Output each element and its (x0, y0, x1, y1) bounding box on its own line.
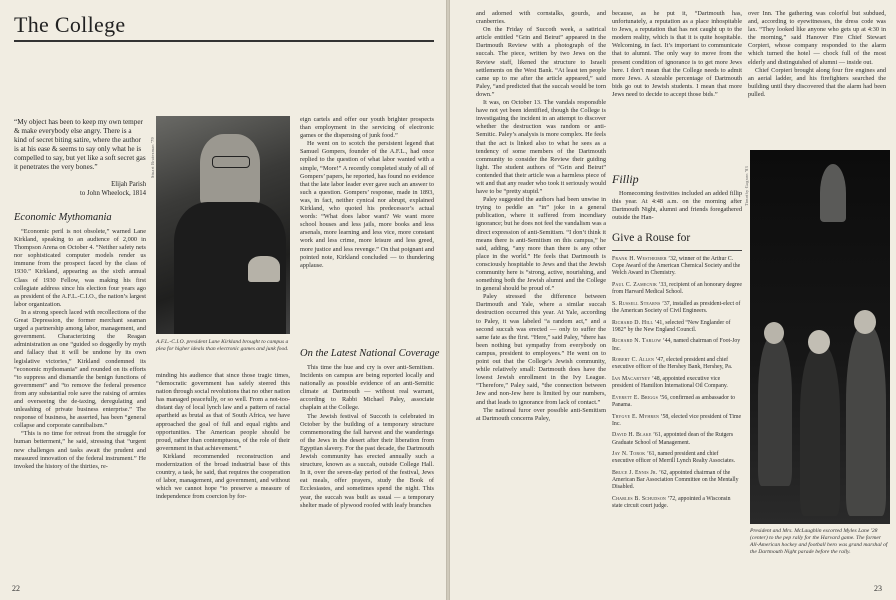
paragraph: Chief Corpieri brought along four fire engines and an aerial ladder, and his firefighters searched the building until they discovered that the alarm had been pulled. (748, 66, 886, 98)
right-page (450, 0, 896, 600)
epigraph-author: Elijah Parish (111, 181, 146, 188)
paragraph: The Jewish festival of Succoth is celebrated in October by the building of a temporary structure commemorating the fall harvest and the wanderings of the Jews in the desert after their liberation from Egyptian slavery. For the past decade, the Dartmouth Jewish community has erected annually such a structure, known as a succah, outside College Hall. In it, over the seven-day period of the festival, Jews eat meals, offer prayers, study the Book of Ecclesiastes, and sometimes spend the night. This year, the succah was built as usual — a temporary shelter made of plywood roofed with leafy branches (300, 412, 434, 509)
honoree-name: Trygve E. Myhren (612, 413, 660, 420)
epigraph-quote: “My object has been to keep my own temper & make everybody else angry. There is a kind of secret biting satire, where the author is at his ease & seems to say only what he is compelled to say, but yet like a soft secret gas it penetrates the very bones.” (14, 118, 146, 171)
honors-list (612, 256, 742, 596)
glasses-shape (212, 156, 250, 168)
kirkland-photo-caption: A.F.L.-C.I.O. president Lane Kirkland brought to campus a plea for higher ideals than electronic games and junk food. (156, 339, 289, 352)
honoree-detail: ’61, appointed dean of the Rutgers Graduate School of Management. (612, 432, 734, 446)
left-column-3-bottom (300, 364, 434, 590)
honoree-detail: ’37, installed as president-elect of the American Society of Civil Engineers. (612, 300, 741, 314)
paragraph: Homecoming festivities included an added fillip this year. At 4:48 a.m. on the morning after Dartmouth Night, alumni and friends foregathered outside the Han- (612, 190, 742, 222)
paragraph: Paley suggested the authors had been unwise in trying to peddle an “in” joke in a general publication, where it suffered from incendiary ignorance; but he does not feel the vandalism was a direct expression of anti-Semitism. “I don’t think it means there is anti-Semitism on this campus,” he said, adding, “any more than there is any other place in the world.” He feels that Dartmouth is consciously hospitable to Jews and that the Jewish community here is “strong, active, nourishing, and something both the Jewish alumni and the College in general should be proud of.” (476, 196, 606, 293)
give-a-rouse-title: Give a Rouse for (612, 232, 691, 244)
kirkland-photo (156, 116, 290, 334)
paragraph: The national furor over possible anti-Semitism at Dartmouth concerns Paley, (476, 406, 606, 422)
list-item (612, 451, 742, 465)
honoree-name: Richard N. Tarlow (612, 338, 662, 345)
list-item (612, 376, 742, 390)
epigraph-attribution (14, 180, 146, 198)
honoree-detail: ’72, appointed a Wisconsin state circuit court judge. (612, 495, 731, 510)
paragraph: It was, on October 13. The vandals responsible have not yet been identified, though the College is investigating the incident in an attempt to discover whether the destruction was random or anti-Semitic. Paley’s analysis is more complex. He feels that the act is linked also to what he sees as a tendency of some members of the Dartmouth community to consider the Review their guiding light. The student authors of “Grin and Beirut” contended that their article was a harmless piece of wit and that any reader who took it seriously would have to be “pretty stupid.” (476, 99, 606, 196)
lit-tower (820, 164, 846, 222)
paragraph: This time the hue and cry is over anti-Semitism. Incidents on campus are being reported locally and nationally as possible evidence of an anti-Semitic climate at Dartmouth — without real warrant, according to Rabbi Michael Paley, associate chaplain at the College. (300, 364, 434, 412)
face-center (808, 330, 830, 354)
honoree-name: Paul C. Zamecnik (612, 282, 658, 288)
list-item (612, 282, 742, 296)
list-item (612, 414, 742, 428)
honoree-detail: ’32, winner of the Arthur C. Cope Award of the American Chemical Society and the Welch Award in Chemistry. (612, 256, 741, 277)
list-item (612, 320, 742, 334)
left-column-1 (14, 228, 146, 590)
list-item (612, 357, 742, 371)
page-number-right: 23 (874, 584, 882, 593)
economic-mythomania-heading: Economic Mythomania (14, 212, 112, 223)
honoree-name: Richard D. Hill (612, 319, 654, 326)
photo-credit-left: Stuart Bratesman '79 (150, 137, 155, 178)
honoree-name: S. Russell Stearns (612, 300, 661, 307)
list-item (612, 301, 742, 315)
honoree-detail: ’58, elected vice president of Time Inc. (612, 413, 742, 427)
honoree-name: Jay N. Torok (612, 451, 646, 458)
national-coverage-heading: On the Latest National Coverage (300, 348, 440, 359)
right-column-3-top (748, 10, 886, 142)
fillip-paragraph (612, 190, 742, 224)
honoree-detail: ’62, appointed chairman of the American Bar Association Committee on the Mentally Disabled. (612, 469, 739, 491)
list-item (612, 338, 742, 352)
honoree-name: David H. Blake (612, 432, 652, 439)
paragraph: minding his audience that since those tragic times, “democratic government has safely steered this nation through social revolutions that no other nation has managed peacefully, or so well. From a not-too-distant day of local lynch law and a pattern of racial apartheid as brutal as that of South Africa, we have approached the goal of full and equal rights and opportunities. The American people should be proud, rather than contemptuous, of the role of their government in that achievement.” (156, 372, 290, 452)
left-column-3-top (300, 116, 434, 336)
honoree-name: Charles B. Schudson (612, 495, 666, 502)
honoree-detail: ’44, named chairman of Foot-Joy Inc. (612, 338, 741, 352)
list-item (612, 496, 742, 510)
honoree-name: Ian Macartney (612, 375, 651, 382)
portrait-head (200, 134, 260, 206)
page-number-left: 22 (12, 584, 20, 593)
honoree-detail: ’41, selected “New Englander of 1982” by the New England Council. (612, 319, 731, 333)
honoree-name: Everett E. Briggs (612, 394, 659, 401)
honoree-detail: ’61, named president and chief executive officer of Merrill Lynch Realty Associates. (612, 451, 736, 465)
figure-center (800, 346, 840, 516)
paragraph: eign cartels and offer our youth brighter prospects than employment in the servicing of electronic games or the dispensing of junk food.” (300, 116, 434, 140)
paragraph: because, as he put it, “Dartmouth has, unfortunately, a reputation as a place inhospitable to Jews, a reputation that has not caught up to the modern reality, which is that it is quite hospitable. Welcoming, in fact. It’s important to communicate that to alumni. The only way to move from the present condition of ignorance is to get more Jews here. I don’t mean that the College needs to admit more Jews. A sizeable percentage of Dartmouth bids go out to Jewish students. I mean that more Jews need to decide to accept those bids.” (612, 10, 742, 98)
paragraph: Paley stressed the difference between Dartmouth and Yale, where a similar succah destruction occurred this year. At Yale, according to Paley, it was labeled “a random act,” and a second succah was erected — only to suffer the same fate as the first. “Here,” said Paley, “there has been nothing but sympathy from everybody on campus, president to employees.” He went on to point out that the College’s Jewish community, while relatively small: Dartmouth does have the lowest Jewish enrollment in the Ivy League. “Therefore,” Paley said, “the connection between Jew and non-Jew here is limited by our numbers, and that leads to ignorance from lack of contact.” (476, 293, 606, 406)
right-column-1 (476, 10, 606, 590)
section-title: The College (14, 12, 126, 37)
figure-right (846, 326, 886, 516)
paragraph: over Inn. The gathering was colorful but subdued, and, according to eyewitnesses, the dress code was lax. “They looked like anyone who gets up at 4:30 in the morning,” said Hanover Fire Chief Stewart Corpieri, whose company responded to the alarm which turned the hotel — chock full of the most elderly and distinguished of alumni — inside out. (748, 10, 886, 66)
list-item (612, 432, 742, 446)
face-right (854, 310, 876, 334)
title-rule (14, 40, 434, 42)
paragraph: Kirkland recommended reconstruction and modernization of the broad industrial base of this country, a task, he said, that requires the cooperation of labor, management, and government, and without which we cannot hope “to preserve a measure of independence from coercion by for- (156, 452, 290, 501)
paragraph: and adorned with cornstalks, gourds, and cranberries. (476, 10, 606, 26)
honoree-name: Frank H. Westheimer (612, 256, 667, 262)
face-left (764, 322, 784, 344)
pep-rally-photo-caption: President and Mrs. McLaughlin escorted Myles Lane '28 (center) to the pep rally for the Harvard game. The former All-American hockey and football hero was grand marshal of the Dartmouth Night parade before the rally. (750, 528, 888, 555)
paragraph: On the Friday of Succoth week, a satirical article entitled “Grin and Beirut” appeared in the Dartmouth Review with a photograph of the succah. The piece, written by two Jews on the Review staff, likened the structure to Israeli settlements on the West Bank. “At least ten people came up to me after the article appeared,” said Paley, “and predicted that the succah would be torn down.” (476, 26, 606, 98)
honoree-detail: ’47, elected president and chief executive officer of the Hershey Bank, Hershey, Pa. (612, 357, 733, 371)
epigraph-recipient: to John Wheelock, 1814 (80, 190, 146, 197)
rouse-rule (612, 250, 742, 251)
left-page (0, 0, 446, 600)
fillip-heading: Fillip (612, 172, 639, 186)
list-item (612, 256, 742, 278)
list-item (612, 395, 742, 409)
right-column-2-top (612, 10, 742, 158)
honoree-name: Bruce J. Ennis Jr. (612, 469, 658, 476)
honoree-name: Robert C. Allen (612, 357, 655, 364)
paragraph: “This is no time for retreat from the struggle for human betterment,” he said, stressing that “urgent new challenges and tasks await the prudent and measured innovation of the federal instrument.” He invoked the history of the thirties, re- (14, 430, 146, 470)
paragraph: In a strong speech laced with recollections of the Great Depression, the former merchant seaman urged a partnership among labor, management, and government. Characterizing the Reagan administration as one “guided so doggedly by myth and fallacy that it will be undone by its own legislative victories,” Kirkland condemned its “economic mythomania” and rounded on its efforts “to suppress and dismantle the benign functions of government” and “to remove the federal presence from any substantial role save the raising of armies and overseeing the de-taxing, deregulating and unleashing of private business enterprise.” The response of business, he asserted, has been “general collapse and corporate cannibalism.” (14, 308, 146, 430)
photo-credit-right: Timothy Gagnon '83 (744, 166, 749, 206)
list-item (612, 470, 742, 492)
figure-left (758, 336, 792, 486)
raised-hand (248, 256, 280, 282)
honoree-detail: ’33, recipient of an honorary degree from Harvard Medical School. (612, 282, 742, 296)
honoree-detail: ’56, confirmed as ambassador to Panama. (612, 394, 735, 408)
left-column-2-bottom (156, 372, 290, 590)
honoree-detail: ’48, appointed executive vice president of Hamilton International Oil Company. (612, 375, 728, 390)
pep-rally-photo (750, 150, 890, 524)
paragraph: “Economic peril is not obsolete,” warned Lane Kirkland, speaking to an audience of 2,000 in Thompson Arena on October 4. “Neither safety nets nor sophisticated computer models render us immune from the prospect faced by the class of 1930.” Kirkland, appearing as the sixth annual Class of 1930 Fellow, was making his first collegiate address since his election four years ago as president of the A.F.L.-C.I.O., the nation’s largest labor organization. (14, 228, 146, 308)
paragraph: He went on to scotch the persistent legend that Samuel Gompers, founder of the A.F.L., had once replied to the question of what labor wanted with a simple, “More!” A recently completed study of all of Gompers’ papers, he reported, has found no evidence that the late labor leader ever gave such an answer to such a question. Gompers’ response, made in 1893, was, in fact, neither cynical nor abrupt, explained Kirkland, who quoted his predecessor’s actual words: “What does labor want? We want more school houses and less jails, more books and less arsenals, more learning and less vice, more constant work and less crime, more leisure and less greed, more justice and less revenge.” On that poignant and pointed note, Kirkland concluded — to thundering applause. (300, 140, 434, 269)
